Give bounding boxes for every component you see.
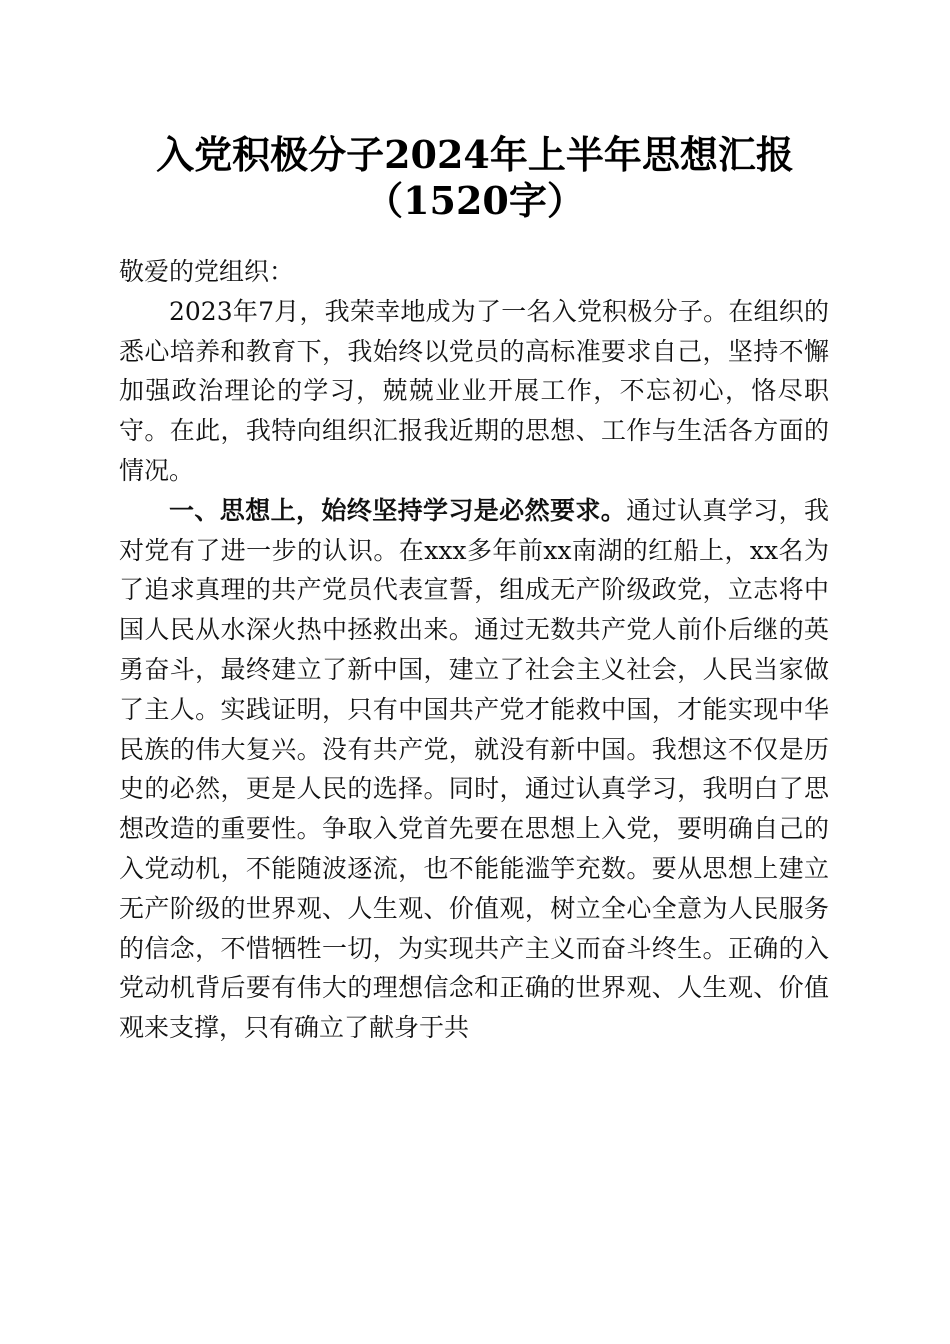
paragraph-intro: 2023年7月，我荣幸地成为了一名入党积极分子。在组织的悉心培养和教育下，我始终以党员的高标准要求自己，坚持不懈加强政治理论的学习，兢兢业业开展工作，不忘初心，恪尽职守。在此，我特向组织汇报我近期的思想、工作与生活各方面的情况。 [119,296,829,485]
section-heading: 一、思想上，始终坚持学习是必然要求。 [169,495,627,525]
document-title: 入党积极分子2024年上半年思想汇报（1520字） [156,132,794,223]
paragraph-section-1 [119,491,829,1048]
salutation: 敬爱的党组织： [119,257,295,286]
section-text: 通过认真学习，我对党有了进一步的认识。在xxx多年前xx南湖的红船上，xx名为了追求真理的共产党员代表宣誓，组成无产阶级政党，立志将中国人民从水深火热中拯救出来。通过无数共产党人前仆后继的英勇奋斗，最终建立了新中国，建立了社会主义社会，人民当家做了主人。实践证明，只有中国共产党才能救中国，才能实现中华民族的伟大复兴。没有共产党，就没有新中国。我想这不仅是历史的必然，更是人民的选择。同时，通过认真学习，我明白了思想改造的重要性。争取入党首先要在思想上入党，要明确自己的入党动机，不能随波逐流，也不能能滥竽充数。要从思想上建立无产阶级的世界观、人生观、价值观，树立全心全意为人民服务的信念，不惜牺牲一切，为实现共产主义而奋斗终生。正确的入党动机背后要有伟大的理想信念和正确的世界观、人生观、价值观来支撑，只有确立了献身于共 [119,495,829,1043]
document-body [119,252,829,1048]
